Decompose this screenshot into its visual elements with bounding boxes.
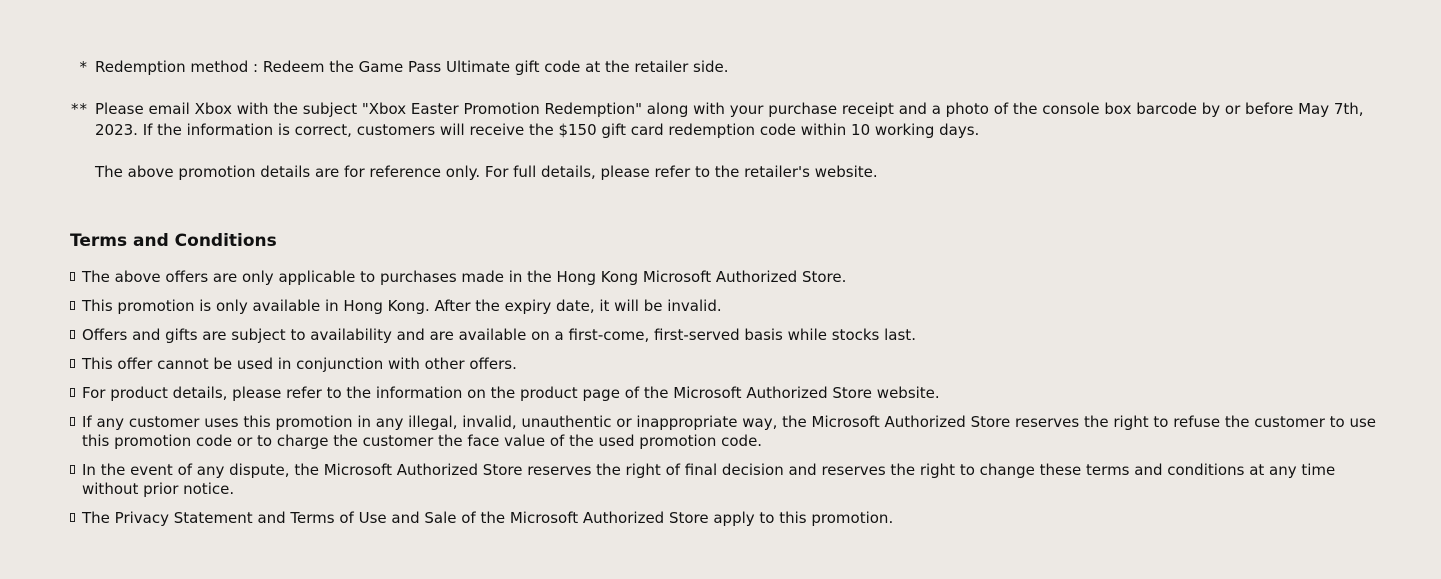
terms-heading: Terms and Conditions: [70, 231, 277, 251]
square-bullet-icon: [70, 465, 75, 474]
terms-list: [70, 268, 1380, 538]
term-text: The above offers are only applicable to purchases made in the Hong Kong Microsoft Authorized Store.: [82, 268, 847, 286]
square-bullet-icon: [70, 417, 75, 426]
double-asterisk-marker: **: [71, 100, 88, 118]
term-item: [70, 326, 1380, 345]
term-item: [70, 297, 1380, 316]
term-item: [70, 461, 1380, 499]
square-bullet-icon: [70, 388, 75, 397]
square-bullet-icon: [70, 513, 75, 522]
term-text: This promotion is only available in Hong Kong. After the expiry date, it will be invalid.: [82, 297, 722, 315]
term-text: This offer cannot be used in conjunction with other offers.: [82, 355, 517, 373]
square-bullet-icon: [70, 359, 75, 368]
square-bullet-icon: [70, 272, 75, 281]
term-text: Offers and gifts are subject to availability and are available on a first-come, first-served basis while stocks last.: [82, 326, 916, 344]
square-bullet-icon: [70, 301, 75, 310]
disclaimer-note-text: The above promotion details are for reference only. For full details, please refer to the retailer's website.: [95, 163, 878, 181]
term-item: [70, 509, 1380, 528]
term-item: [70, 355, 1380, 374]
term-item: [70, 413, 1380, 451]
term-text: For product details, please refer to the information on the product page of the Microsoft Authorized Store website.: [82, 384, 940, 402]
single-asterisk-marker: *: [79, 58, 88, 76]
term-text: If any customer uses this promotion in any illegal, invalid, unauthentic or inappropriate way, the Microsoft Authorized Store reserves the right to refuse the customer to use this promotion code or to charge the customer the face value of the used promotion code.: [82, 413, 1377, 450]
email-note-text: Please email Xbox with the subject "Xbox Easter Promotion Redemption" along with your purchase receipt and a photo of the console box barcode by or before May 7th, 2023. If the information is correct, customers will receive the $150 gift card redemption code within 10 working days.: [95, 100, 1364, 139]
redemption-note-text: Redemption method : Redeem the Game Pass Ultimate gift code at the retailer side.: [95, 58, 729, 76]
term-text: The Privacy Statement and Terms of Use and Sale of the Microsoft Authorized Store apply to this promotion.: [82, 509, 894, 527]
term-item: [70, 268, 1380, 287]
term-item: [70, 384, 1380, 403]
square-bullet-icon: [70, 330, 75, 339]
term-text: In the event of any dispute, the Microsoft Authorized Store reserves the right of final decision and reserves the right to change these terms and conditions at any time without prior notice.: [82, 461, 1336, 498]
